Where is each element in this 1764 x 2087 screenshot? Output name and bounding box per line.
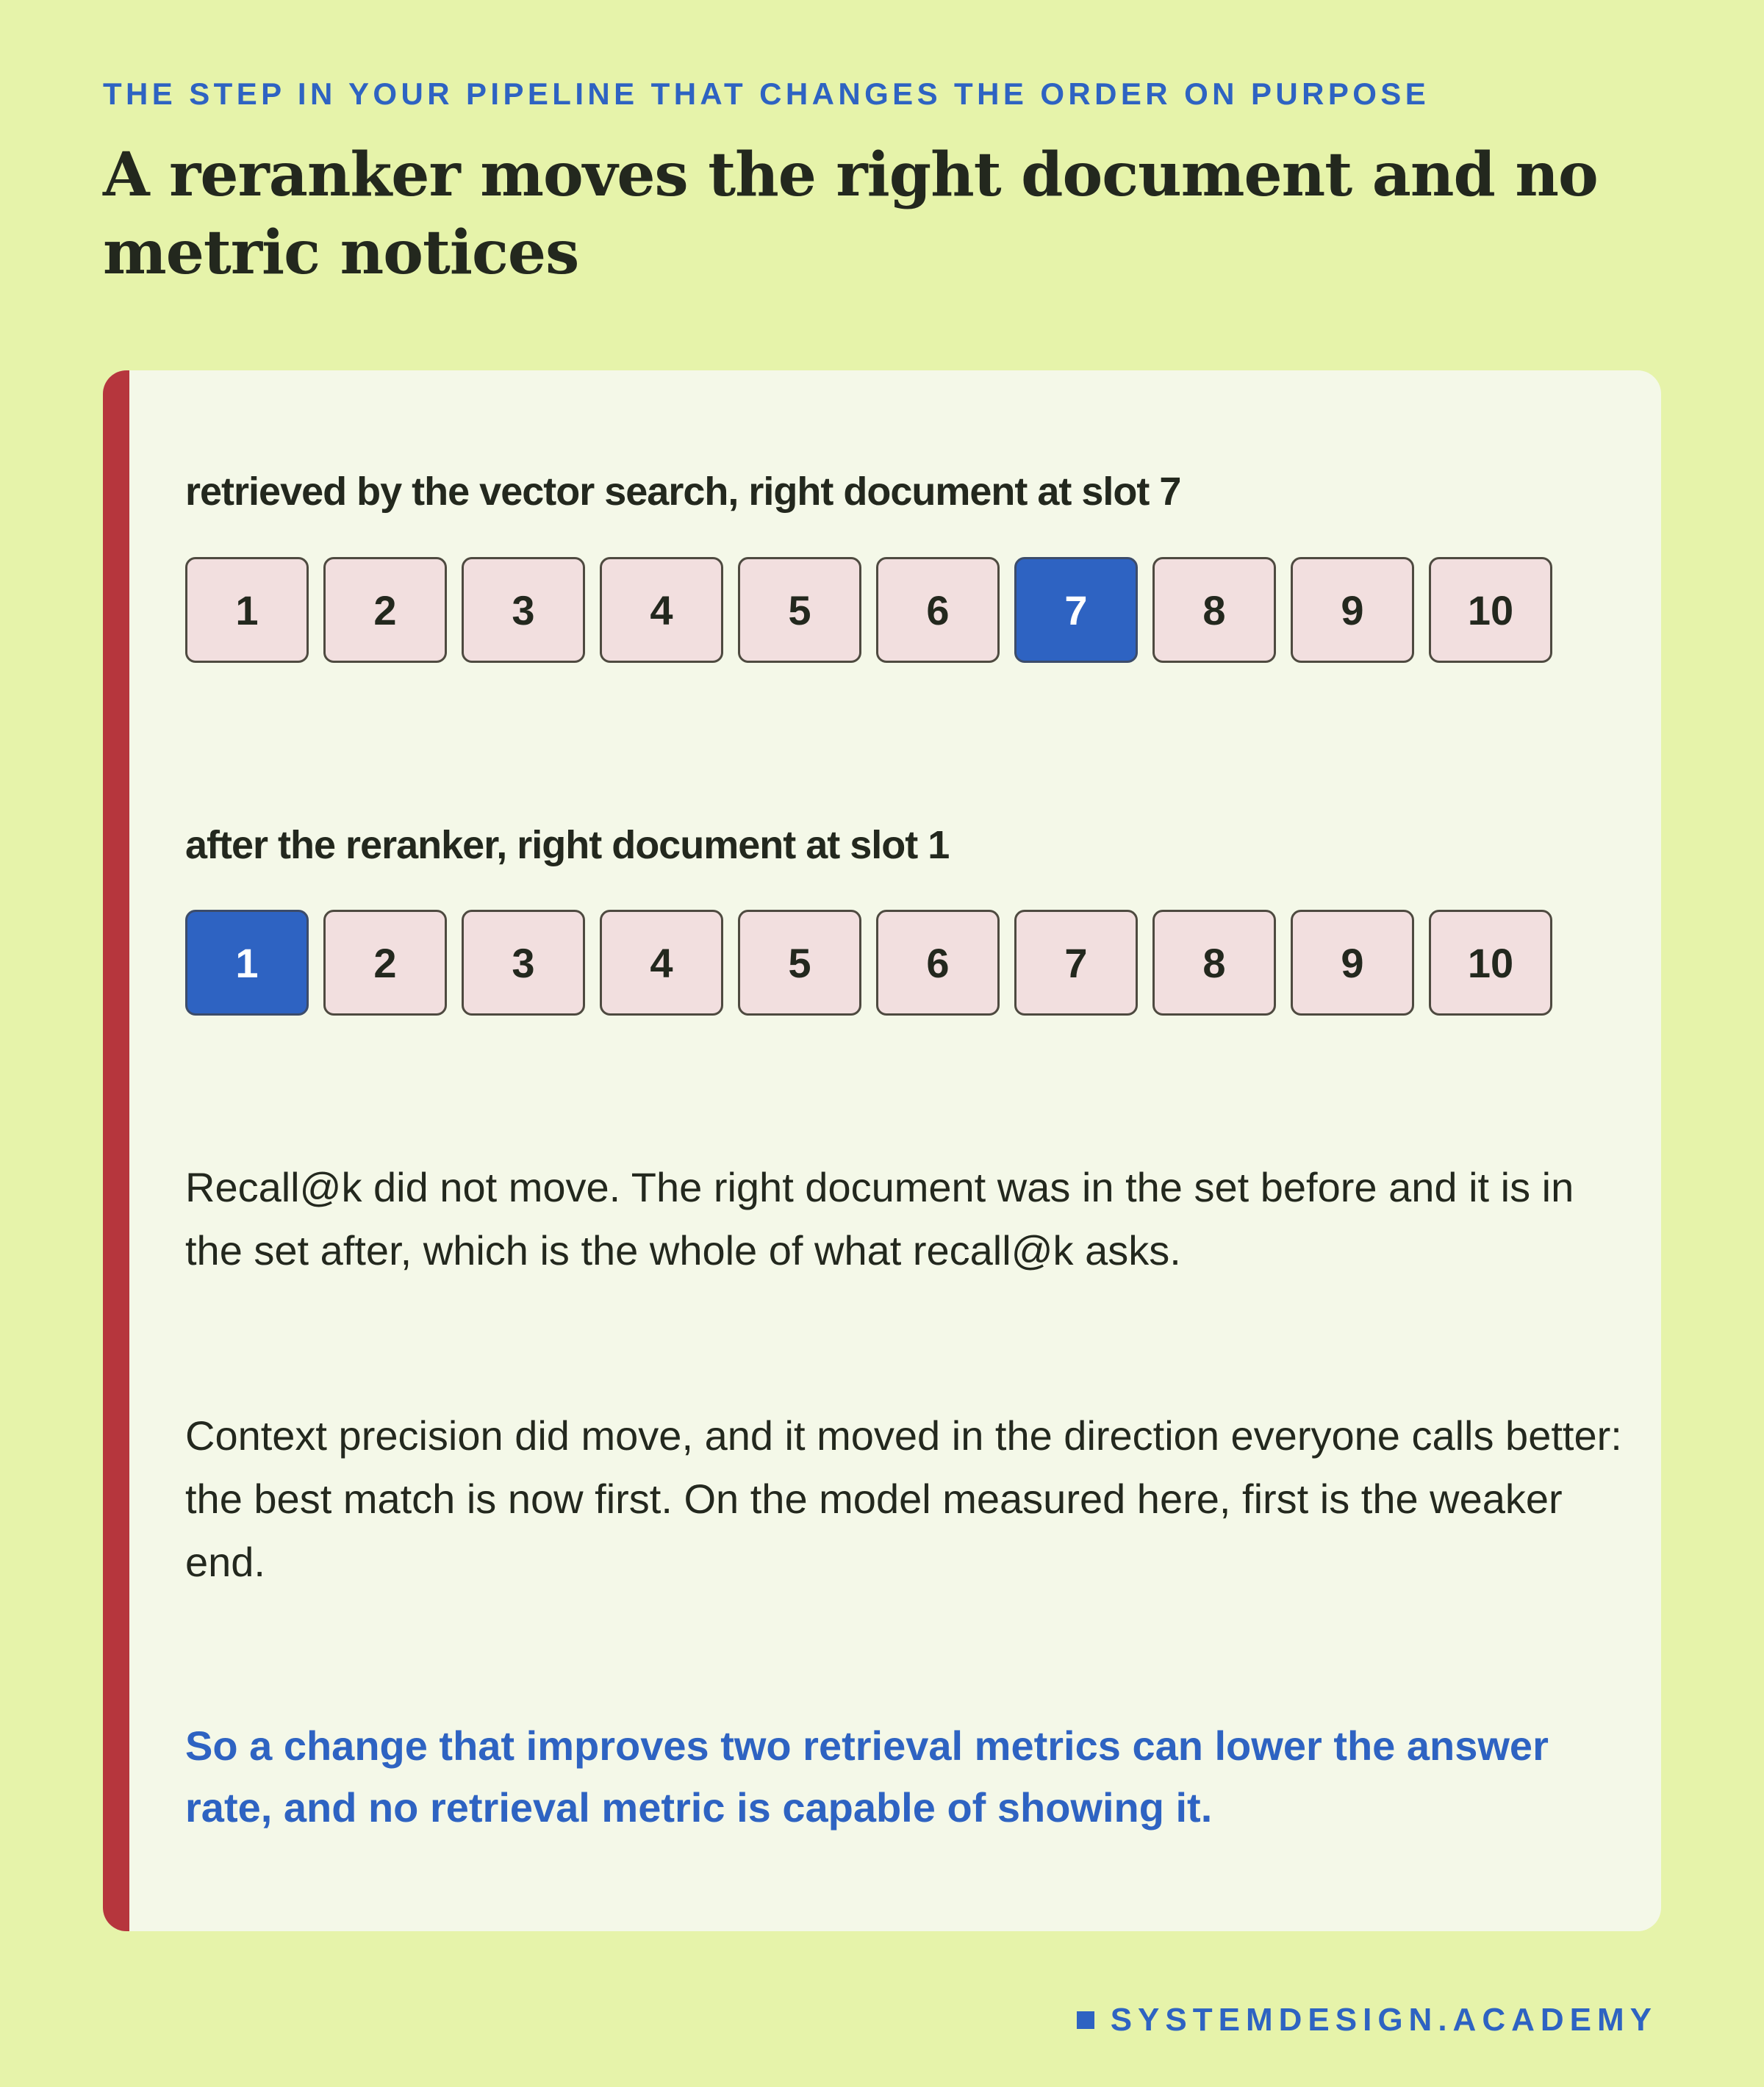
after-slot: 6: [876, 910, 1000, 1016]
before-slot: 3: [462, 557, 585, 663]
after-slot: 7: [1014, 910, 1138, 1016]
before-slot: 5: [738, 557, 861, 663]
before-slot-right-document: 7: [1014, 557, 1138, 663]
conclusion-paragraph: So a change that improves two retrieval metrics can lower the answer rate, and no retrieval metric is capable of showing it.: [185, 1723, 1549, 1831]
eyebrow-text: THE STEP IN YOUR PIPELINE THAT CHANGES THE ORDER ON PURPOSE: [103, 76, 1430, 111]
before-row-label: retrieved by the vector search, right document at slot 7: [185, 470, 1181, 514]
before-slot: 10: [1429, 557, 1552, 663]
brand-square-icon: [1077, 2011, 1094, 2029]
after-row-label: after the reranker, right document at slot 1: [185, 823, 950, 867]
page-title: A reranker moves the right document and no metric notices: [103, 140, 1598, 288]
after-slot-right-document: 1: [185, 910, 309, 1016]
explainer-card: [103, 370, 1661, 1931]
brand-name: SYSTEMDESIGN.ACADEMY: [1110, 2002, 1657, 2038]
after-slot: 8: [1152, 910, 1276, 1016]
after-slot: 10: [1429, 910, 1552, 1016]
after-slot: 9: [1291, 910, 1414, 1016]
before-slot: 6: [876, 557, 1000, 663]
before-slot: 9: [1291, 557, 1414, 663]
before-slot: 8: [1152, 557, 1276, 663]
card-accent-bar: [103, 370, 129, 1931]
precision-paragraph: Context precision did move, and it moved in the direction everyone calls better: the best match is now first. On the model measured here, first is the weaker end.: [185, 1412, 1622, 1585]
after-slot: 4: [600, 910, 723, 1016]
after-slot-row: [185, 910, 1552, 1016]
after-slot: 2: [323, 910, 447, 1016]
before-slot: 4: [600, 557, 723, 663]
recall-paragraph: Recall@k did not move. The right document was in the set before and it is in the set after, which is the whole of what recall@k asks.: [185, 1164, 1574, 1274]
before-slot: 1: [185, 557, 309, 663]
footer-brand: [1077, 2002, 1657, 2038]
after-slot: 3: [462, 910, 585, 1016]
before-slot-row: [185, 557, 1552, 663]
after-slot: 5: [738, 910, 861, 1016]
before-slot: 2: [323, 557, 447, 663]
